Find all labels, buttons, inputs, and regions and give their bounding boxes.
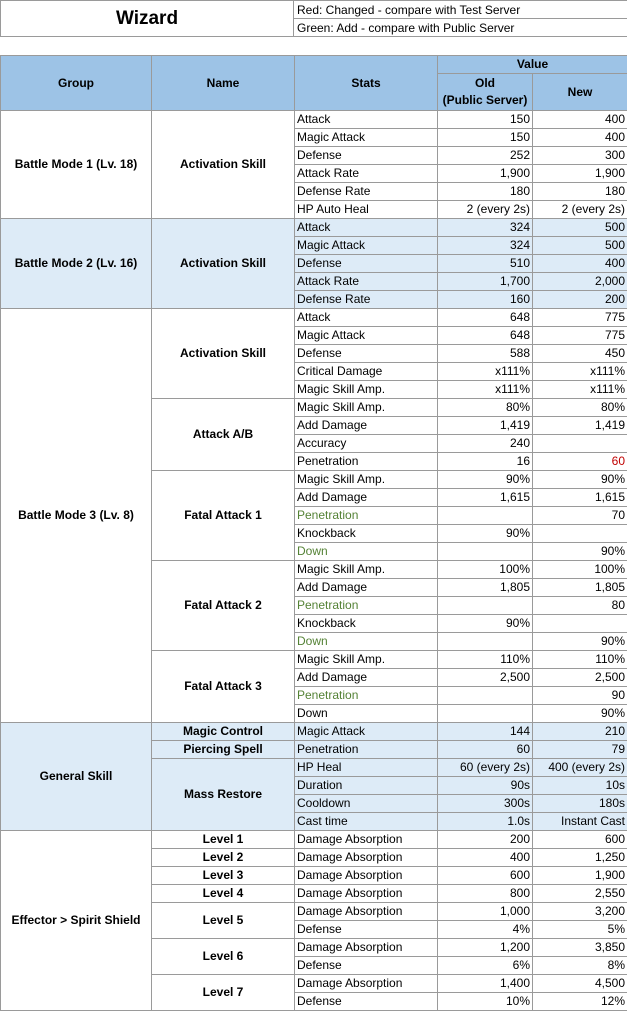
stat-label: Defense [295, 255, 438, 273]
old-value: 60 (every 2s) [438, 759, 533, 777]
old-value: 1,200 [438, 939, 533, 957]
old-value: 2 (every 2s) [438, 201, 533, 219]
new-value: 110% [533, 651, 627, 669]
stat-label: Damage Absorption [295, 867, 438, 885]
new-value: 400 [533, 255, 627, 273]
old-value: 1,615 [438, 489, 533, 507]
new-value: 1,900 [533, 867, 627, 885]
stat-label: Defense Rate [295, 183, 438, 201]
stat-label: Accuracy [295, 435, 438, 453]
old-value: 510 [438, 255, 533, 273]
new-value: 12% [533, 993, 627, 1011]
skill-name: Level 2 [152, 849, 295, 867]
group-label: Effector > Spirit Shield [1, 831, 152, 1011]
stat-label: Magic Skill Amp. [295, 651, 438, 669]
stat-label: Attack Rate [295, 273, 438, 291]
stat-label: Damage Absorption [295, 885, 438, 903]
old-value [438, 507, 533, 525]
skill-name: Level 3 [152, 867, 295, 885]
stat-label: Penetration [295, 687, 438, 705]
old-value: 150 [438, 129, 533, 147]
column-header-group: Group [1, 56, 152, 111]
new-value: 3,200 [533, 903, 627, 921]
stat-label: Cooldown [295, 795, 438, 813]
old-value: 2,500 [438, 669, 533, 687]
old-value: 324 [438, 219, 533, 237]
stat-label: Damage Absorption [295, 939, 438, 957]
new-value: x111% [533, 363, 627, 381]
stat-label: Down [295, 633, 438, 651]
old-value: 4% [438, 921, 533, 939]
group-label: Battle Mode 1 (Lv. 18) [1, 111, 152, 219]
stat-label: Critical Damage [295, 363, 438, 381]
stat-label: Magic Skill Amp. [295, 399, 438, 417]
stat-label: Magic Skill Amp. [295, 561, 438, 579]
old-value: 180 [438, 183, 533, 201]
old-value: 160 [438, 291, 533, 309]
skill-name: Magic Control [152, 723, 295, 741]
stat-label: Defense [295, 147, 438, 165]
new-value: 775 [533, 327, 627, 345]
old-value: 252 [438, 147, 533, 165]
stat-label: Attack [295, 219, 438, 237]
new-value: 775 [533, 309, 627, 327]
stats-table [0, 55, 627, 1011]
stat-label: Add Damage [295, 417, 438, 435]
new-value: 180s [533, 795, 627, 813]
new-value: 10s [533, 777, 627, 795]
new-value: 400 [533, 129, 627, 147]
stat-label: Defense [295, 921, 438, 939]
skill-name: Fatal Attack 1 [152, 471, 295, 561]
new-value [533, 435, 627, 453]
new-value: 500 [533, 219, 627, 237]
old-value: 110% [438, 651, 533, 669]
old-value: 90s [438, 777, 533, 795]
new-value: x111% [533, 381, 627, 399]
stat-label: Penetration [295, 597, 438, 615]
stat-label: Defense Rate [295, 291, 438, 309]
new-value: Instant Cast [533, 813, 627, 831]
skill-name: Activation Skill [152, 219, 295, 309]
old-value: 400 [438, 849, 533, 867]
stat-label: Damage Absorption [295, 831, 438, 849]
column-header-stats: Stats [295, 56, 438, 111]
old-value: 648 [438, 327, 533, 345]
stat-label: Down [295, 543, 438, 561]
old-value: 300s [438, 795, 533, 813]
skill-name: Level 6 [152, 939, 295, 975]
stat-label: Knockback [295, 525, 438, 543]
old-value: 100% [438, 561, 533, 579]
new-value: 500 [533, 237, 627, 255]
page-title: Wizard [1, 1, 294, 37]
stat-label: Magic Attack [295, 237, 438, 255]
old-value: 90% [438, 525, 533, 543]
new-value: 300 [533, 147, 627, 165]
stat-label: Penetration [295, 741, 438, 759]
new-value: 80% [533, 399, 627, 417]
old-value: 1,900 [438, 165, 533, 183]
new-value: 100% [533, 561, 627, 579]
old-value: 324 [438, 237, 533, 255]
stat-label: HP Auto Heal [295, 201, 438, 219]
skill-name: Level 5 [152, 903, 295, 939]
old-value: 60 [438, 741, 533, 759]
old-value [438, 633, 533, 651]
group-label: Battle Mode 3 (Lv. 8) [1, 309, 152, 723]
header-table [0, 0, 627, 37]
old-value [438, 687, 533, 705]
old-value: 800 [438, 885, 533, 903]
old-value: 10% [438, 993, 533, 1011]
stat-label: Magic Attack [295, 129, 438, 147]
old-value: 144 [438, 723, 533, 741]
new-value: 3,850 [533, 939, 627, 957]
new-value: 180 [533, 183, 627, 201]
skill-name: Level 7 [152, 975, 295, 1011]
new-value: 1,250 [533, 849, 627, 867]
column-header-name: Name [152, 56, 295, 111]
stat-label: Knockback [295, 615, 438, 633]
new-value [533, 615, 627, 633]
new-value: 79 [533, 741, 627, 759]
stat-label: HP Heal [295, 759, 438, 777]
stat-label: Cast time [295, 813, 438, 831]
old-value: 200 [438, 831, 533, 849]
stat-label: Magic Skill Amp. [295, 381, 438, 399]
new-value: 5% [533, 921, 627, 939]
stat-label: Add Damage [295, 579, 438, 597]
new-value: 90% [533, 633, 627, 651]
group-label: Battle Mode 2 (Lv. 16) [1, 219, 152, 309]
old-value: 90% [438, 471, 533, 489]
skill-name: Level 1 [152, 831, 295, 849]
stat-label: Defense [295, 957, 438, 975]
old-value: 150 [438, 111, 533, 129]
column-header-value: Value [438, 56, 627, 74]
table-row [1, 111, 627, 129]
group-label: General Skill [1, 723, 152, 831]
skill-name: Attack A/B [152, 399, 295, 471]
skill-name: Activation Skill [152, 309, 295, 399]
skill-name: Fatal Attack 2 [152, 561, 295, 651]
new-value: 1,805 [533, 579, 627, 597]
old-value: 90% [438, 615, 533, 633]
new-value: 60 [533, 453, 627, 471]
new-value: 8% [533, 957, 627, 975]
column-header-old: Old (Public Server) [438, 74, 533, 111]
old-value: 16 [438, 453, 533, 471]
stat-label: Add Damage [295, 669, 438, 687]
stat-label: Magic Attack [295, 327, 438, 345]
new-value: 90% [533, 705, 627, 723]
old-value: 648 [438, 309, 533, 327]
table-row [1, 219, 627, 237]
stat-label: Magic Skill Amp. [295, 471, 438, 489]
old-value: x111% [438, 363, 533, 381]
table-row [1, 309, 627, 327]
new-value: 1,419 [533, 417, 627, 435]
skill-name: Fatal Attack 3 [152, 651, 295, 723]
old-value: 600 [438, 867, 533, 885]
new-value: 90% [533, 471, 627, 489]
new-value: 400 [533, 111, 627, 129]
new-value: 210 [533, 723, 627, 741]
old-value: 1,805 [438, 579, 533, 597]
new-value: 600 [533, 831, 627, 849]
new-value: 90 [533, 687, 627, 705]
table-row [1, 723, 627, 741]
stat-label: Defense [295, 993, 438, 1011]
old-value: 1,400 [438, 975, 533, 993]
stat-label: Attack [295, 111, 438, 129]
new-value: 80 [533, 597, 627, 615]
skill-name: Activation Skill [152, 111, 295, 219]
new-value: 2,000 [533, 273, 627, 291]
stat-label: Defense [295, 345, 438, 363]
skill-name: Mass Restore [152, 759, 295, 831]
old-value: 588 [438, 345, 533, 363]
old-value [438, 543, 533, 561]
stat-label: Attack Rate [295, 165, 438, 183]
stat-label: Down [295, 705, 438, 723]
new-value: 400 (every 2s) [533, 759, 627, 777]
new-value: 1,900 [533, 165, 627, 183]
legend-red: Red: Changed - compare with Test Server [294, 1, 627, 19]
old-value [438, 597, 533, 615]
new-value: 2,500 [533, 669, 627, 687]
table-body [1, 111, 627, 1011]
new-value: 4,500 [533, 975, 627, 993]
stat-label: Add Damage [295, 489, 438, 507]
old-value: 240 [438, 435, 533, 453]
new-value: 1,615 [533, 489, 627, 507]
column-header-new: New [533, 74, 627, 111]
old-value [438, 705, 533, 723]
old-value: x111% [438, 381, 533, 399]
old-value: 6% [438, 957, 533, 975]
old-value: 80% [438, 399, 533, 417]
new-value [533, 525, 627, 543]
table-row [1, 831, 627, 849]
old-value: 1,000 [438, 903, 533, 921]
stat-label: Duration [295, 777, 438, 795]
old-value: 1,700 [438, 273, 533, 291]
old-value: 1,419 [438, 417, 533, 435]
stat-label: Damage Absorption [295, 975, 438, 993]
legend-green: Green: Add - compare with Public Server [294, 19, 627, 37]
new-value: 2,550 [533, 885, 627, 903]
new-value: 70 [533, 507, 627, 525]
stat-label: Penetration [295, 507, 438, 525]
stat-label: Magic Attack [295, 723, 438, 741]
new-value: 200 [533, 291, 627, 309]
new-value: 2 (every 2s) [533, 201, 627, 219]
stat-label: Attack [295, 309, 438, 327]
skill-name: Level 4 [152, 885, 295, 903]
new-value: 450 [533, 345, 627, 363]
stat-label: Damage Absorption [295, 849, 438, 867]
stat-label: Penetration [295, 453, 438, 471]
new-value: 90% [533, 543, 627, 561]
skill-name: Piercing Spell [152, 741, 295, 759]
old-value: 1.0s [438, 813, 533, 831]
stat-label: Damage Absorption [295, 903, 438, 921]
